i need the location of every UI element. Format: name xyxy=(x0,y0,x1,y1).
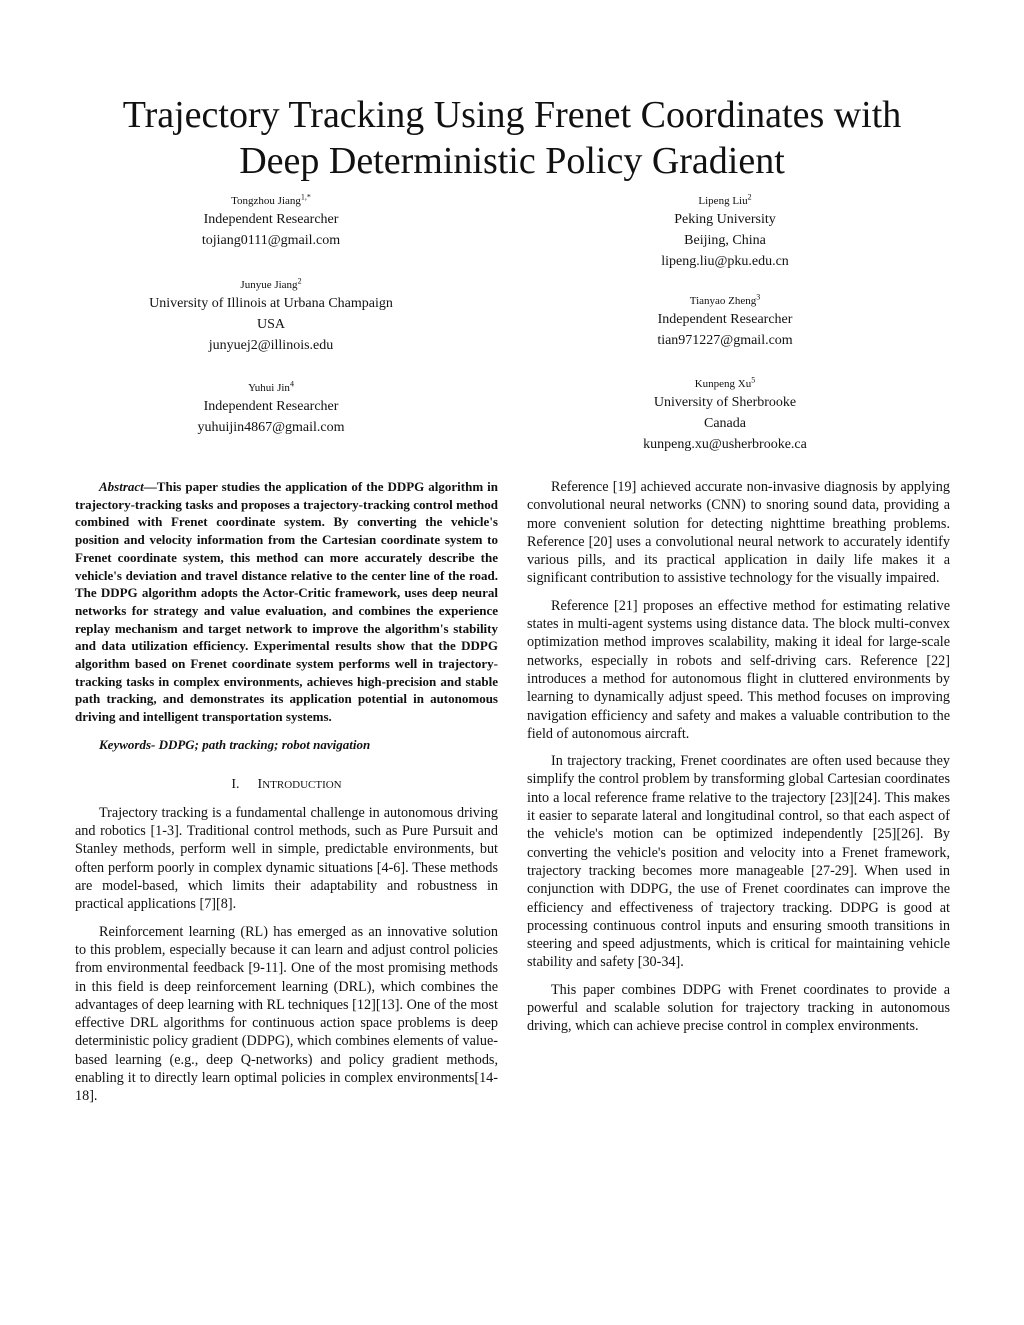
author-block xyxy=(535,376,915,455)
section-number: I. xyxy=(231,776,240,792)
body-paragraph: In trajectory tracking, Frenet coordinates are often used because they simplify the control problem by transforming global Cartesian coordinates into a local reference frame relative to the trajectory [23][24]. This makes it easier to separate lateral and longitudinal control, so that each aspect of the vehicle's motion can be optimized independently [25][26]. By converting the vehicle's position and velocity into a Frenet framework, trajectory tracking becomes more manageable [27-29]. When used in conjunction with DDPG, the use of Frenet coordinates can improve the efficiency and effectiveness of trajectory tracking. DDPG is good at processing continuous control inputs and ensuring smooth transitions in steering and speed adjustments, which is critical for maintaining vehicle stability and safety [30-34]. xyxy=(527,753,950,971)
author-email: yuhuijin4867@gmail.com xyxy=(197,420,345,435)
author-email: kunpeng.xu@usherbrooke.ca xyxy=(643,437,807,452)
abstract xyxy=(75,478,498,726)
body-paragraph: Trajectory tracking is a fundamental challenge in autonomous driving and robotics [1-3]. Traditional control methods, such as Pure Pursuit and Stanley methods, perform well in simple, predictable environments, but often perform poorly in complex dynamic situations [4-6]. These methods are model-based, which limits their adaptability and robustness in practical applications [7][8]. xyxy=(75,804,498,913)
author-name: Kunpeng Xu xyxy=(694,378,752,390)
body-paragraph: Reference [21] proposes an effective method for estimating relative states in multi-agent systems using distance data. The block multi-convex optimization method improves scalability, making it ideal for large-scale networks, especially in robots and self-driving cars. Reference [22] introduces a method for autonomous flight in cluttered environments by learning to dynamically adjust speed. This method focuses on improving navigation efficiency and safety and makes a valuable contribution to the field of autonomous aircraft. xyxy=(527,597,950,742)
abstract-label: Abstract xyxy=(99,479,144,494)
author-block xyxy=(81,277,461,356)
author-block xyxy=(81,193,461,251)
section-title-rest: NTRODUCTION xyxy=(262,778,342,791)
author-location: Canada xyxy=(704,416,746,431)
author-email: tian971227@gmail.com xyxy=(657,333,793,348)
author-block xyxy=(535,193,915,272)
section-heading xyxy=(75,776,498,794)
title-line-1: Trajectory Tracking Using Frenet Coordinates with xyxy=(122,94,902,136)
author-affiliation: University of Illinois at Urbana Champaign xyxy=(149,296,393,311)
author-location: Beijing, China xyxy=(684,233,766,248)
author-block xyxy=(81,380,461,438)
author-affiliation: University of Sherbrooke xyxy=(653,395,797,410)
author-block xyxy=(535,293,915,351)
author-superscript: 4 xyxy=(289,379,294,389)
abstract-dash: — xyxy=(143,479,157,494)
right-column xyxy=(527,478,950,1045)
author-superscript: 3 xyxy=(756,292,761,302)
author-location: USA xyxy=(256,317,285,332)
author-superscript: 5 xyxy=(751,375,756,385)
author-superscript: 2 xyxy=(297,276,302,286)
body-paragraph: Reinforcement learning (RL) has emerged as an innovative solution to this problem, especially because it can learn and adjust control policies from environmental feedback [9-11]. One of the most promising methods in this field is deep reinforcement learning (DRL), which combines the advantages of deep learning with RL techniques [12][13]. One of the most effective DRL algorithms for continuous action space problems is deep deterministic policy gradient (DDPG), which combines elements of value-based learning (e.g., deep Q-networks) and policy gradient methods, enabling it to directly learn optimal policies in complex environments[14-18]. xyxy=(75,923,498,1105)
author-affiliation: Independent Researcher xyxy=(203,399,339,414)
author-affiliation: Peking University xyxy=(674,212,776,227)
left-column xyxy=(75,478,498,1115)
body-paragraph: Reference [19] achieved accurate non-invasive diagnosis by applying convolutional neural networks (CNN) to snoring sound data, providing a more convenient solution for detecting nighttime breathing problems. Reference [20] uses a convolutional neural network to accurately identify various pills, and its practical application in daily life makes it a significant contribution to assistive technology for the visually impaired. xyxy=(527,479,950,587)
author-name: Lipeng Liu xyxy=(698,195,748,207)
author-email: lipeng.liu@pku.edu.cn xyxy=(661,254,789,269)
keywords: Keywords- DDPG; path tracking; robot navigation xyxy=(99,736,371,752)
body-paragraph: This paper combines DDPG with Frenet coordinates to provide a powerful and scalable solution for trajectory tracking in autonomous driving, which can achieve precise control in complex environments. xyxy=(527,981,950,1035)
author-email: tojiang0111@gmail.com xyxy=(201,233,341,248)
author-name: Yuhui Jin xyxy=(248,382,290,394)
author-affiliation: Independent Researcher xyxy=(657,312,793,327)
author-name: Tongzhou Jiang xyxy=(231,195,301,207)
author-affiliation: Independent Researcher xyxy=(203,212,339,227)
author-superscript: 2 xyxy=(747,192,752,202)
author-email: junyuej2@illinois.edu xyxy=(208,338,334,353)
author-superscript: 1,* xyxy=(300,192,311,202)
paper-title xyxy=(40,92,984,184)
section-title-initial: I xyxy=(257,776,263,792)
title-line-2: Deep Deterministic Policy Gradient xyxy=(239,140,785,182)
author-name: Tianyao Zheng xyxy=(689,295,757,307)
author-name: Junyue Jiang xyxy=(240,279,298,291)
abstract-text: This paper studies the application of the DDPG algorithm in trajectory-tracking tasks and proposes a trajectory-tracking control method combined with Frenet coordinate system. By converting the vehicle's position and velocity information from the Cartesian coordinate system to Frenet coordinate system, this method can more accurately describe the vehicle's deviation and travel distance relative to the center line of the road. The DDPG algorithm adopts the Actor-Critic framework, uses deep neural networks for strategy and value evaluation, and combines the experience replay mechanism and target network to improve the algorithm's stability and data utilization efficiency. Experimental results show that the DDPG algorithm based on Frenet coordinate system performs well in trajectory-tracking tasks in complex environments, achieves high-precision and stable path tracking, and demonstrates its application potential in autonomous driving and intelligent transportation systems. xyxy=(75,479,498,725)
